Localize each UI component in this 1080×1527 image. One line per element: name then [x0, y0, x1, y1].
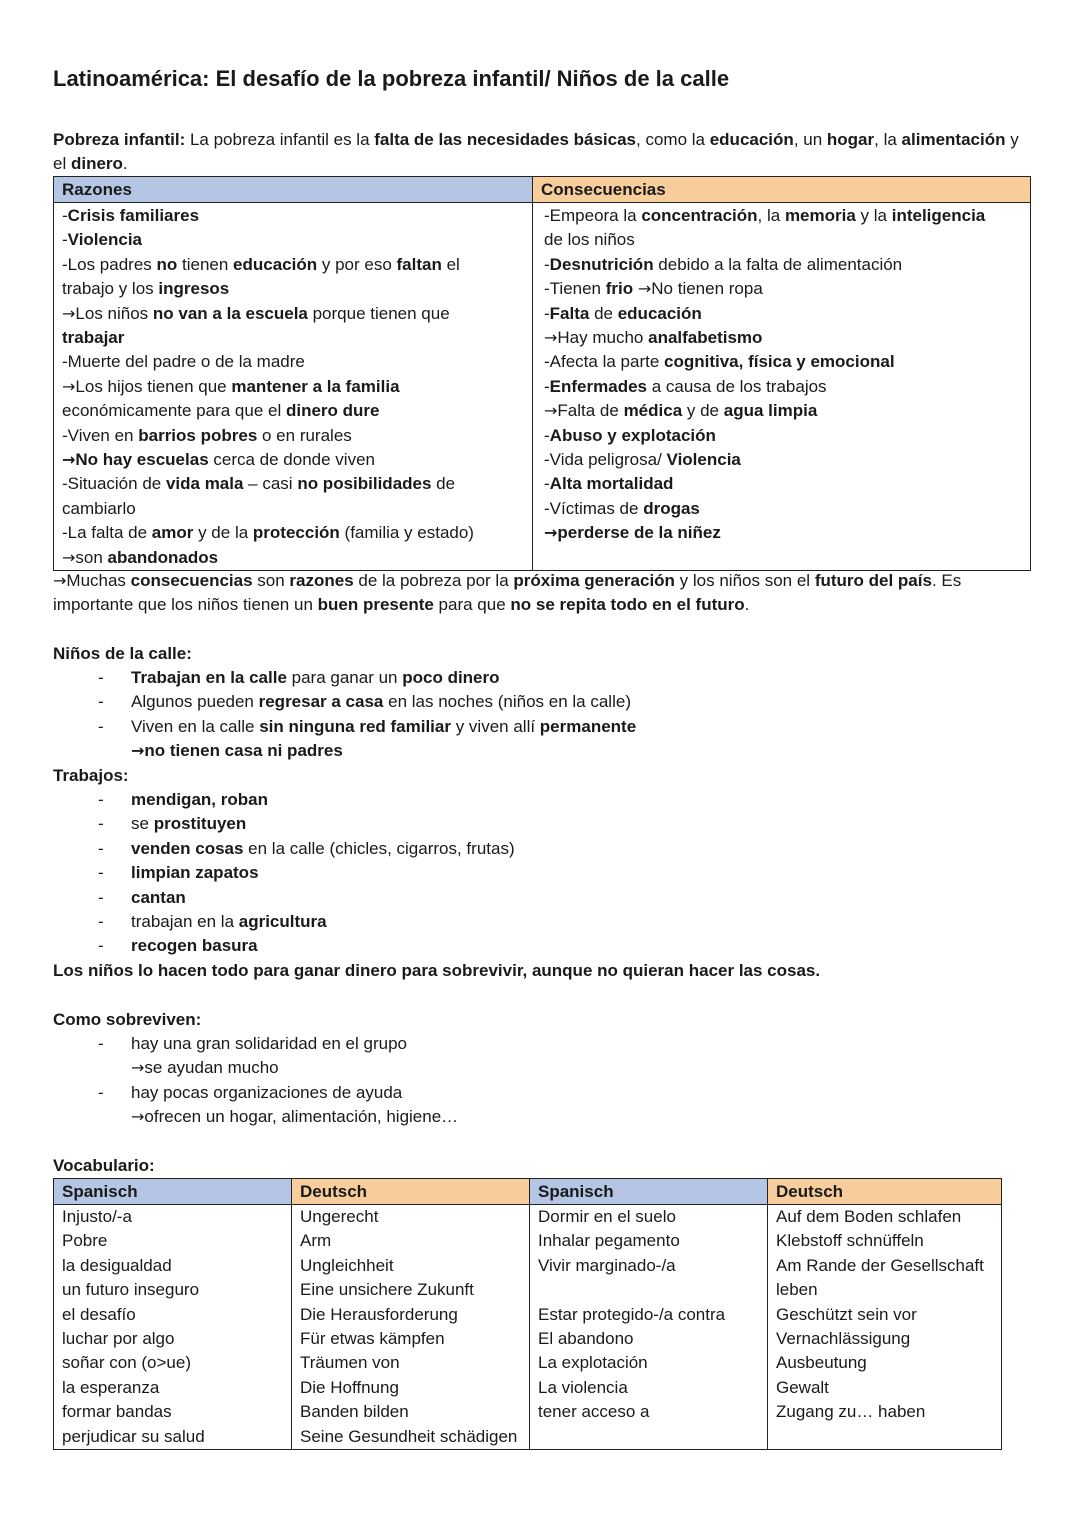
- vocab-entry: La violencia: [538, 1377, 628, 1397]
- vocab-entry: Seine Gesundheit schädigen: [300, 1426, 518, 1446]
- text-run: No tienen ropa: [651, 279, 763, 299]
- text-run: No hay escuelas: [75, 450, 209, 470]
- text-run: Los hijos tienen que: [75, 376, 232, 396]
- vocab-entry: Dormir en el suelo: [538, 1207, 676, 1226]
- text-run: -Tienen: [544, 279, 606, 299]
- text-run: limpian zapatos: [131, 863, 259, 883]
- text-run: dinero dure: [285, 401, 380, 421]
- text-run: ofrecen un hogar, alimentación, higiene…: [144, 1107, 459, 1127]
- text-run: Los niños: [75, 303, 153, 323]
- list-item: [53, 1056, 458, 1080]
- text-run: Crisis familiares: [67, 206, 200, 225]
- table-line: [62, 350, 524, 374]
- vocab-entry: Die Hoffnung: [300, 1377, 399, 1397]
- text-run: se ayudan mucho: [144, 1058, 279, 1078]
- text-run: Alta mortalidad: [549, 474, 674, 494]
- text-run: permanente: [539, 716, 637, 736]
- vocab-header-spanish-2: Spanisch: [530, 1179, 768, 1205]
- text-run: -: [544, 303, 550, 323]
- text-run: próxima generación: [513, 571, 675, 590]
- vocab-entry: Inhalar pegamento: [538, 1231, 680, 1251]
- text-run: hay una gran solidaridad en el grupo: [131, 1034, 407, 1053]
- text-run: analfabetismo: [648, 328, 763, 348]
- text-run: -: [62, 230, 68, 250]
- arrow-icon: →: [131, 1058, 145, 1078]
- text-run: -Situación de: [62, 474, 166, 494]
- sobreviven-heading: Como sobreviven:: [53, 1010, 202, 1029]
- vocab-entry: [538, 1278, 759, 1302]
- text-run: son: [252, 571, 290, 590]
- text-run: La pobreza infantil es la: [185, 130, 375, 149]
- table-line: [544, 253, 1022, 277]
- text-run: cerca de donde viven: [208, 450, 375, 470]
- arrow-icon: →: [544, 328, 558, 348]
- table-line: [544, 277, 1022, 301]
- text-run: Violencia: [67, 230, 143, 250]
- text-run: agricultura: [238, 912, 327, 932]
- vocab-entry: La explotación: [538, 1353, 648, 1373]
- vocab-header-spanish-1: Spanisch: [54, 1179, 292, 1205]
- vocab-entry: Pobre: [62, 1231, 108, 1251]
- text-run: -: [544, 425, 550, 445]
- list-item: [53, 910, 515, 934]
- text-run: no posibilidades: [297, 474, 432, 494]
- vocab-entry: El abandono: [538, 1329, 634, 1349]
- consequences-cell: [533, 203, 1031, 571]
- text-run: -: [62, 206, 68, 225]
- table-line: [62, 253, 524, 277]
- text-run: Falta: [549, 303, 590, 323]
- reasons-cell: [54, 203, 533, 571]
- trabajos-summary: Los niños lo hacen todo para ganar dinero para sobrevivir, aunque no quieran hacer las cosas.: [53, 961, 821, 980]
- text-run: Falta de: [557, 401, 624, 421]
- text-run: trabajan en la: [131, 912, 239, 932]
- text-run: Muchas: [66, 571, 131, 590]
- text-run: para ganar un: [286, 668, 403, 687]
- list-item: [53, 666, 636, 690]
- text-run: no: [156, 254, 178, 274]
- text-run: mantener a la familia: [231, 376, 400, 396]
- text-run: razones: [289, 571, 354, 590]
- vocab-entry: Am Rande der Gesellschaft: [776, 1255, 984, 1275]
- text-run: porque tienen que: [307, 303, 450, 323]
- text-run: y por eso: [317, 254, 397, 274]
- conclusion-paragraph: [53, 569, 1033, 618]
- text-run: – casi: [243, 474, 298, 494]
- text-run: -Viven en: [62, 425, 139, 445]
- text-run: inteligencia: [891, 206, 986, 225]
- vocab-entry: leben: [776, 1280, 818, 1300]
- text-run: y viven allí: [450, 716, 540, 736]
- text-run: para que: [433, 595, 511, 615]
- text-run: o en rurales: [257, 425, 352, 445]
- text-run: recogen basura: [131, 936, 258, 956]
- vocab-entry: el desafío: [62, 1304, 136, 1324]
- text-run: Enfermades: [549, 376, 647, 396]
- table-line: [544, 228, 1022, 252]
- arrow-icon: →: [544, 401, 558, 421]
- list-item: [53, 886, 515, 910]
- text-run: -La falta de: [62, 523, 152, 543]
- table-line: [62, 228, 524, 252]
- vocab-entry: luchar por algo: [62, 1329, 175, 1349]
- text-run: poco dinero: [402, 668, 500, 687]
- list-item: [53, 1081, 458, 1105]
- text-run: alimentación: [901, 130, 1006, 149]
- ninos-heading: Niños de la calle:: [53, 644, 192, 663]
- text-run: futuro del país: [814, 571, 932, 590]
- text-run: educación: [709, 130, 794, 149]
- text-run: -Los padres: [62, 254, 157, 274]
- text-run: . Es importante que los niños tienen un: [53, 571, 962, 615]
- text-run: -Víctimas de: [544, 498, 644, 518]
- list-item: [53, 1105, 458, 1129]
- vocab-col-german-2: [768, 1205, 1002, 1450]
- text-run: y de la: [193, 523, 253, 543]
- text-run: en las noches (niños en la calle): [383, 692, 631, 712]
- reasons-lines: [62, 204, 524, 570]
- text-run: sin ninguna red familiar: [259, 716, 451, 736]
- vocab-entry: la desigualdad: [62, 1255, 172, 1275]
- text-run: médica: [623, 401, 683, 421]
- vocab-entry: Ungleichheit: [300, 1255, 394, 1275]
- vocab-entry: Eine unsichere Zukunft: [300, 1280, 474, 1300]
- text-run: -: [544, 474, 550, 494]
- text-run: concentración: [641, 206, 758, 225]
- consequences-lines: [544, 204, 1022, 546]
- table-line: [62, 546, 524, 570]
- text-run: -: [544, 376, 550, 396]
- sobreviven-list: [53, 1032, 458, 1130]
- vocab-entry: Estar protegido-/a contra: [538, 1304, 726, 1324]
- table-line: [544, 326, 1022, 350]
- text-run: educación: [233, 254, 318, 274]
- table-line: [544, 424, 1022, 448]
- list-item: [53, 690, 636, 714]
- text-run: .: [744, 595, 750, 615]
- text-run: memoria: [784, 206, 856, 225]
- text-run: venden cosas: [131, 838, 244, 858]
- table-line: [62, 521, 524, 545]
- list-item: [53, 812, 515, 836]
- text-run: consecuencias: [130, 571, 253, 590]
- text-run: frio: [605, 279, 634, 299]
- vocab-entry: Gewalt: [776, 1377, 829, 1397]
- vocab-heading: Vocabulario:: [53, 1156, 155, 1175]
- list-item: [53, 934, 515, 958]
- definition-paragraph: [53, 128, 1033, 177]
- text-run: de la pobreza por la: [353, 571, 514, 590]
- table-line: [62, 399, 524, 423]
- text-run: se: [131, 814, 154, 834]
- text-run: y la: [855, 206, 892, 225]
- text-run: hay pocas organizaciones de ayuda: [131, 1082, 403, 1102]
- text-run: de: [431, 474, 456, 494]
- text-run: (familia y estado): [339, 523, 474, 543]
- text-run: amor: [151, 523, 194, 543]
- text-run: en la calle (chicles, cigarros, frutas): [243, 838, 515, 858]
- table-line: [62, 424, 524, 448]
- table-line: [62, 472, 524, 496]
- text-run: Abuso y explotación: [549, 425, 716, 445]
- vocab-entry: Träumen von: [300, 1353, 400, 1373]
- text-run: tienen: [177, 254, 234, 274]
- text-run: dinero: [70, 154, 123, 174]
- text-run: , un: [793, 130, 827, 149]
- vocab-entry: un futuro inseguro: [62, 1280, 200, 1300]
- text-run: -Afecta la parte: [544, 352, 665, 372]
- table-line: [544, 497, 1022, 521]
- table-line: [62, 277, 524, 301]
- vocab-entry: Die Herausforderung: [300, 1304, 458, 1324]
- table-line: [62, 497, 524, 521]
- vocab-entry: Vivir marginado-/a: [538, 1255, 676, 1275]
- table-line: [544, 302, 1022, 326]
- vocab-entry: tener acceso a: [538, 1402, 650, 1422]
- vocab-entry: la esperanza: [62, 1377, 160, 1397]
- text-run: -Vida peligrosa/: [544, 450, 667, 470]
- text-run: -Empeora la: [544, 206, 642, 225]
- reasons-header: Razones: [54, 177, 533, 203]
- text-run: Viven en la calle: [131, 716, 260, 736]
- list-item: [53, 788, 515, 812]
- text-run: son: [75, 547, 108, 567]
- text-run: Violencia: [666, 450, 741, 470]
- vocab-entry: Geschützt sein vor: [776, 1304, 917, 1324]
- arrow-icon: →: [131, 741, 145, 761]
- text-run: cambiarlo: [62, 498, 136, 518]
- vocab-header-german-2: Deutsch: [768, 1179, 1002, 1205]
- vocab-col-german-1: [292, 1205, 530, 1450]
- arrow-icon: →: [62, 547, 76, 567]
- list-item: [53, 715, 636, 739]
- arrow-icon: →: [53, 571, 67, 590]
- text-run: abandonados: [107, 547, 219, 567]
- vocab-entry: Vernachlässigung: [776, 1329, 911, 1349]
- table-line: [62, 204, 524, 228]
- text-run: agua limpia: [723, 401, 818, 421]
- text-run: trabajo y los: [62, 279, 159, 299]
- text-run: -Muerte del padre o de la madre: [62, 352, 305, 372]
- arrow-icon: →: [62, 450, 76, 470]
- text-run: Hay mucho: [557, 328, 649, 348]
- text-run: perderse de la niñez: [557, 523, 721, 543]
- table-line: [544, 521, 1022, 545]
- table-line: [544, 375, 1022, 399]
- vocab-entry: Banden bilden: [300, 1402, 409, 1422]
- vocab-col-spanish-2: [530, 1205, 768, 1450]
- vocab-entry: Auf dem Boden schlafen: [776, 1207, 962, 1226]
- text-run: y de: [682, 401, 724, 421]
- text-run: de: [589, 303, 618, 323]
- trabajos-list: [53, 788, 515, 959]
- text-run: mendigan, roban: [131, 790, 268, 809]
- text-run: y los niños son el: [674, 571, 815, 590]
- page-title: Latinoamérica: El desafío de la pobreza infantil/ Niños de la calle: [53, 66, 730, 91]
- arrow-icon: →: [62, 376, 76, 396]
- arrow-icon: →: [637, 279, 652, 299]
- trabajos-heading: Trabajos:: [53, 766, 129, 785]
- text-run: el: [441, 254, 460, 274]
- arrow-icon: →: [131, 1107, 145, 1127]
- vocab-entry: perjudicar su salud: [62, 1426, 205, 1446]
- text-run: vida mala: [165, 474, 244, 494]
- text-run: cognitiva, física y emocional: [664, 352, 895, 372]
- vocab-entry: formar bandas: [62, 1402, 172, 1422]
- vocab-entry: Arm: [300, 1231, 332, 1251]
- text-run: económicamente para que el: [62, 401, 286, 421]
- text-run: barrios pobres: [138, 425, 258, 445]
- table-line: [62, 302, 524, 326]
- table-line: [544, 399, 1022, 423]
- text-run: a causa de los trabajos: [647, 376, 827, 396]
- text-run: cantan: [131, 887, 186, 907]
- list-item: [53, 837, 515, 861]
- text-run: no se repita todo en el futuro: [510, 595, 745, 615]
- text-run: -: [544, 254, 550, 274]
- list-item: [53, 1032, 458, 1056]
- text-run: , la: [874, 130, 902, 149]
- text-run: trabajar: [62, 328, 125, 348]
- text-run: debido a la falta de alimentación: [653, 254, 903, 274]
- text-run: Algunos pueden: [131, 692, 259, 712]
- text-run: .: [122, 154, 128, 174]
- table-line: [544, 448, 1022, 472]
- vocab-header-german-1: Deutsch: [292, 1179, 530, 1205]
- text-run: buen presente: [317, 595, 434, 615]
- text-run: prostituyen: [153, 814, 247, 834]
- text-run: drogas: [643, 498, 700, 518]
- text-run: no tienen casa ni padres: [144, 741, 343, 761]
- table-line: [544, 204, 1022, 228]
- vocab-entry: soñar con (o>ue): [62, 1353, 191, 1373]
- vocab-entry: Injusto/-a: [62, 1207, 132, 1226]
- definition-term: Pobreza infantil:: [53, 130, 186, 149]
- vocab-col-spanish-1: [54, 1205, 292, 1450]
- text-run: ingresos: [158, 279, 230, 299]
- table-line: [62, 375, 524, 399]
- text-run: Trabajan en la calle: [131, 668, 287, 687]
- text-run: faltan: [396, 254, 442, 274]
- ninos-list: [53, 666, 636, 764]
- list-item: [53, 861, 515, 885]
- table-line: [544, 350, 1022, 374]
- arrow-icon: →: [62, 303, 76, 323]
- arrow-icon: →: [544, 523, 558, 543]
- reasons-consequences-table: [53, 176, 1031, 571]
- vocab-entry: Klebstoff schnüffeln: [776, 1231, 924, 1251]
- text-run: falta de las necesidades básicas: [374, 130, 637, 149]
- text-run: Desnutrición: [549, 254, 654, 274]
- text-run: de los niños: [544, 230, 635, 250]
- text-run: hogar: [826, 130, 875, 149]
- text-run: , como la: [636, 130, 710, 149]
- table-line: [62, 448, 524, 472]
- text-run: no van a la escuela: [152, 303, 308, 323]
- text-run: y el: [53, 130, 1019, 174]
- text-run: , la: [757, 206, 785, 225]
- table-line: [544, 472, 1022, 496]
- vocab-entry: Für etwas kämpfen: [300, 1329, 445, 1349]
- vocab-table: [53, 1178, 1002, 1450]
- vocab-entry: Ausbeutung: [776, 1353, 867, 1373]
- vocab-entry: Zugang zu… haben: [776, 1402, 926, 1422]
- text-run: protección: [252, 523, 340, 543]
- table-line: [62, 326, 524, 350]
- definition-text: [53, 130, 1019, 173]
- vocab-entry: Ungerecht: [300, 1207, 379, 1226]
- text-run: regresar a casa: [258, 692, 384, 712]
- list-item: [53, 739, 636, 763]
- text-run: educación: [617, 303, 702, 323]
- consequences-header: Consecuencias: [533, 177, 1031, 203]
